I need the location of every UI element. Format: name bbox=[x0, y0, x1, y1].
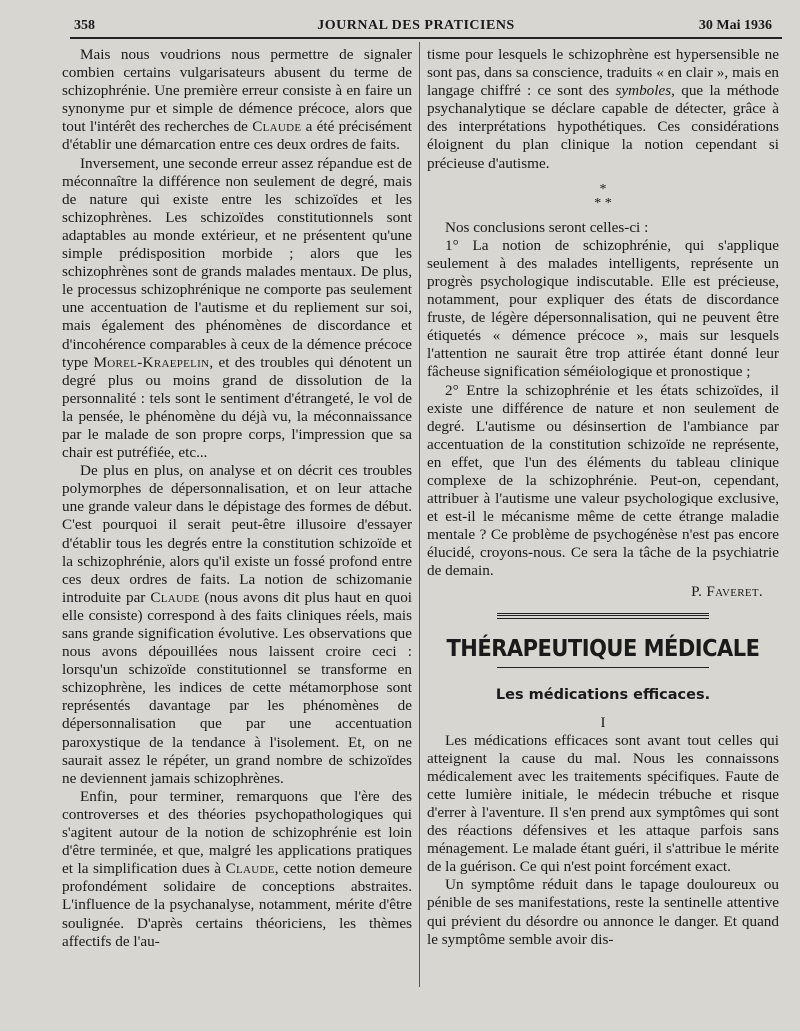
paragraph bbox=[62, 788, 412, 951]
right-column bbox=[427, 46, 779, 949]
paragraph-text: , cette notion demeure profondément solidaire de conceptions abstraites. L'influence de la psychanalyse, notamment, mérite d'être soulignée. D'après certains théoriciens, les thèmes affectifs de l'au- bbox=[62, 860, 412, 950]
conclusion-2: 2° Entre la schizophrénie et les états schizoïdes, il existe une différence de nature et non seulement de degré. L'autisme ou désinsertion de l'ambiance par accentuation de la constitution schizoïde ne représente, en effet, que l'un des éléments du tableau clinique complexe de la schizophrénie. Peut-on, cependant, attribuer à l'autisme une valeur psychologique exclusive, et est-il le mécanisme même de cette étrange maladie mentale ? Ce problème de psychogénèse n'est pas encore élucidé, croyons-nous. Ce sera la tâche de la psychiatrie de demain. bbox=[427, 381, 779, 580]
conclusion-1: 1° La notion de schizophrénie, qui s'applique seulement à des malades intelligents, représente un progrès psychologique indiscutable. Elle est précieuse, notamment, pour expliquer des états de discordance fruste, de légère dépersonnalisation, qui ne peuvent être étiquetés « démence précoce », mais sur lesquels l'attention ne saurait être trop attirée étant donné leur fâcheuse signification séméiologique et pronostique ; bbox=[427, 236, 779, 381]
paragraph bbox=[62, 46, 412, 155]
page-number: 358 bbox=[74, 18, 95, 33]
paragraph-text: De plus en plus, on analyse et on décrit ces troubles polymorphes de dépersonnalisation, et on leur attache une grande valeur dans le dépistage des formes de début. C'est pourquoi il serait peut-être illusoire d'essayer d'établir tous les degrés entre la constitution schizoïde et la schizophrénie, alors qu'il existe un fossé profond entre ces deux ordres de faits. La notion de schizomanie introduite par bbox=[62, 462, 412, 606]
title-underline bbox=[497, 667, 709, 668]
paragraph-text: tisme pour lesquels le schizophrène est hypersensible ne sont pas, dans sa conscience, traduits « en clair », mais en langage chiffré : ce sont des bbox=[427, 46, 779, 100]
asterism-top: * bbox=[599, 181, 607, 197]
journal-title: JOURNAL DES PRATICIENS bbox=[317, 18, 515, 33]
paragraph bbox=[62, 462, 412, 788]
author-name: Morel-Kraepelin bbox=[93, 353, 210, 371]
paragraph-text: (nous avons dit plus haut en quoi elle consiste) correspond à des faits cliniques réels, mais sans grande signification évolutive. Les observations que nous avons dépouillées nous laissent croire ceci : lorsqu'un schizoïde constitutionnel se transforme en schizophrène, les indices de cette métamorphose sont représentés davantage par les phénomènes de dépersonnalisation que par une accentuation paroxystique de la tendance à l'isolement. Et, on ne saurait assez le répéter, un grand nombre de schizoïdes ne deviennent jamais schizophrènes. bbox=[62, 588, 413, 787]
author-name: Claude bbox=[150, 588, 200, 606]
author-signature: P. Faveret. bbox=[691, 582, 763, 600]
paragraph-text: a été précisément d'établir une démarcation entre ces deux ordres de faits. bbox=[62, 118, 412, 154]
paragraph bbox=[427, 46, 779, 173]
paragraph-text: Enfin, pour terminer, remarquons que l'ère des controverses et des théories psychopathologiques qui s'agitent autour de la notion de schizophrénie est loin d'être terminée, et que, malgré les applications pratiques et la simplification dues à bbox=[62, 787, 412, 878]
running-header bbox=[60, 14, 772, 36]
paragraph-text: Inversement, une seconde erreur assez répandue est de méconnaître la différence non seulement de degré, mais de nature qui existe entre les schizoïdes et les schizophrènes. Les schizoïdes constitutionnels sont adaptables au monde extérieur, et ne présentent qu'une simple prédisposition morbide ; alors que les schizophrènes sont de grands malades mentaux. De plus, le processus schizophrénique ne comporte pas seulement une accentuation de l'autisme et du repliement sur soi, mais également des phénomènes de discordance et d'incohérence comparables à ceux de la démence précoce type bbox=[62, 154, 412, 371]
paragraph: Les médications efficaces sont avant tout celles qui atteignent la cause du mal. Nous les connaissons médicalement avec les traitements spécifiques. Faute de cette lumière initiale, le médecin trébuche et risque d'errer à l'aventure. Il s'en prend aux symptômes qui sont des réactions défensives et les attaque parfois sans ménagement. Le malade étant guéri, il s'attribue le mérite de la guérison. Ce qui n'est point forcément exact. bbox=[427, 731, 779, 876]
part-number: I bbox=[600, 714, 606, 731]
paragraph bbox=[62, 155, 412, 463]
article-title: Les médications efficaces. bbox=[495, 686, 711, 703]
paragraph-text: Mais nous voudrions nous permettre de signaler combien certains vulgarisateurs abusent du terme de schizophrénie. Une première erreur consiste à en faire un synonyme pur et simple de démence précoce, alors que tout l'intérêt des recherches de bbox=[62, 46, 412, 136]
author-name: Claude bbox=[225, 860, 275, 878]
issue-date: 30 Mai 1936 bbox=[698, 18, 772, 33]
section-title: THÉRAPEUTIQUE MÉDICALE bbox=[446, 634, 760, 662]
section-separator bbox=[497, 613, 709, 619]
asterism-bottom: * * bbox=[594, 195, 612, 211]
paragraph-text: que la méthode psychanalytique se déclare capable de détecter, grâce à des interprétations hypothétiques. Ces considérations éloignent du plan clinique la notion cependant si précieuse d'autisme. bbox=[427, 82, 780, 172]
paragraph: Un symptôme réduit dans le tapage douloureux ou pénible de ses manifestations, reste la sentinelle attentive qui prévient du désordre ou annonce le danger. Et quand le symptôme semble avoir dis- bbox=[427, 876, 779, 948]
header-rule bbox=[70, 37, 782, 39]
emphasis-text: symboles, bbox=[615, 82, 675, 100]
column-divider bbox=[419, 42, 420, 987]
left-column bbox=[62, 46, 412, 951]
section-asterism bbox=[427, 183, 779, 211]
paragraph-text: , et des troubles qui dénotent un degré plus ou moins grand de dissolution de la personnalité : tels sont le sentiment d'étrangeté, le vol de la pensée, le phénomène du déjà vu, la méconnaissance par le malade de son propre corps, l'impression que sa chair est putréfiée, etc... bbox=[62, 353, 413, 462]
conclusion-intro: Nos conclusions seront celles-ci : bbox=[445, 218, 649, 236]
author-name: Claude bbox=[252, 118, 302, 136]
